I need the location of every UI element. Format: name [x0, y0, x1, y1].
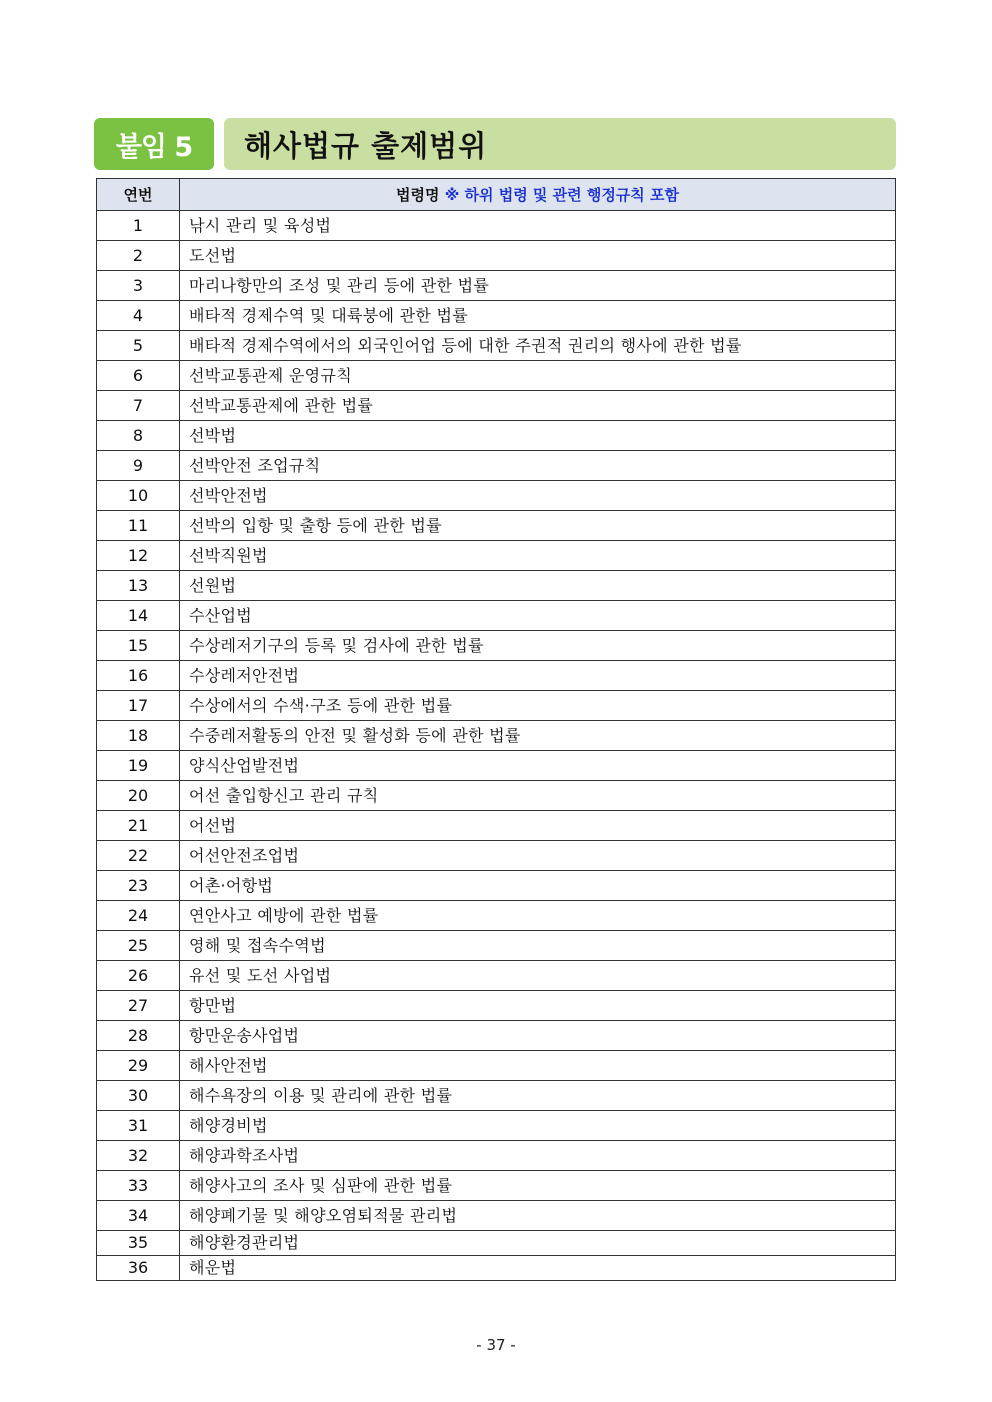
- row-number: 19: [97, 751, 180, 781]
- table-row: [97, 601, 896, 631]
- page-title: 해사법규 출제범위: [244, 128, 488, 163]
- law-table-body: [97, 211, 896, 1281]
- law-name: 선박직원법: [180, 541, 896, 571]
- row-number: 33: [97, 1171, 180, 1201]
- law-name: 해수욕장의 이용 및 관리에 관한 법률: [180, 1081, 896, 1111]
- table-row: [97, 901, 896, 931]
- table-row: [97, 571, 896, 601]
- table-row: [97, 721, 896, 751]
- row-number: 16: [97, 661, 180, 691]
- law-name: 배타적 경제수역에서의 외국인어업 등에 대한 주권적 권리의 행사에 관한 법률: [180, 331, 896, 361]
- table-row: [97, 991, 896, 1021]
- row-number: 26: [97, 961, 180, 991]
- column-header-name-label: 법령명: [395, 185, 440, 204]
- law-name: 수산업법: [180, 601, 896, 631]
- table-row: [97, 1111, 896, 1141]
- column-header-name: [180, 179, 896, 211]
- law-name: 배타적 경제수역 및 대륙붕에 관한 법률: [180, 301, 896, 331]
- row-number: 15: [97, 631, 180, 661]
- table-row: [97, 781, 896, 811]
- row-number: 24: [97, 901, 180, 931]
- row-number: 7: [97, 391, 180, 421]
- table-row: [97, 361, 896, 391]
- row-number: 3: [97, 271, 180, 301]
- attachment-badge: 붙임 5: [94, 118, 214, 170]
- row-number: 5: [97, 331, 180, 361]
- row-number: 34: [97, 1201, 180, 1231]
- law-name: 어촌·어항법: [180, 871, 896, 901]
- law-name: 수상레저기구의 등록 및 검사에 관한 법률: [180, 631, 896, 661]
- table-row: [97, 691, 896, 721]
- law-name: 해양폐기물 및 해양오염퇴적물 관리법: [180, 1201, 896, 1231]
- law-name: 유선 및 도선 사업법: [180, 961, 896, 991]
- table-row: [97, 931, 896, 961]
- row-number: 21: [97, 811, 180, 841]
- law-name: 선박안전 조업규칙: [180, 451, 896, 481]
- table-row: [97, 241, 896, 271]
- row-number: 13: [97, 571, 180, 601]
- table-row: [97, 661, 896, 691]
- law-name: 선박안전법: [180, 481, 896, 511]
- row-number: 23: [97, 871, 180, 901]
- law-name: 마리나항만의 조성 및 관리 등에 관한 법률: [180, 271, 896, 301]
- table-row: [97, 271, 896, 301]
- law-name: 해양과학조사법: [180, 1141, 896, 1171]
- row-number: 22: [97, 841, 180, 871]
- law-name: 선원법: [180, 571, 896, 601]
- table-row: [97, 391, 896, 421]
- column-header-note: ※ 하위 법령 및 관련 행정규칙 포함: [444, 185, 679, 204]
- row-number: 11: [97, 511, 180, 541]
- law-name: 수상에서의 수색·구조 등에 관한 법률: [180, 691, 896, 721]
- table-row: [97, 331, 896, 361]
- row-number: 1: [97, 211, 180, 241]
- table-row: [97, 871, 896, 901]
- row-number: 4: [97, 301, 180, 331]
- law-name: 선박교통관제에 관한 법률: [180, 391, 896, 421]
- page-number: - 37 -: [476, 1336, 516, 1354]
- row-number: 31: [97, 1111, 180, 1141]
- law-table: [96, 178, 896, 1281]
- table-row: [97, 751, 896, 781]
- law-name: 해운법: [180, 1256, 896, 1281]
- law-name: 어선 출입항신고 관리 규칙: [180, 781, 896, 811]
- row-number: 36: [97, 1256, 180, 1281]
- row-number: 28: [97, 1021, 180, 1051]
- title-bar: [94, 118, 896, 170]
- row-number: 35: [97, 1231, 180, 1256]
- table-row: [97, 1021, 896, 1051]
- law-name: 낚시 관리 및 육성법: [180, 211, 896, 241]
- row-number: 14: [97, 601, 180, 631]
- law-name: 연안사고 예방에 관한 법률: [180, 901, 896, 931]
- law-name: 선박의 입항 및 출항 등에 관한 법률: [180, 511, 896, 541]
- law-name: 어선법: [180, 811, 896, 841]
- law-name: 도선법: [180, 241, 896, 271]
- table-row: [97, 451, 896, 481]
- law-name: 수상레저안전법: [180, 661, 896, 691]
- table-row: [97, 1256, 896, 1281]
- table-row: [97, 1051, 896, 1081]
- row-number: 9: [97, 451, 180, 481]
- table-row: [97, 1081, 896, 1111]
- table-row: [97, 1231, 896, 1256]
- table-row: [97, 541, 896, 571]
- row-number: 12: [97, 541, 180, 571]
- law-name: 해사안전법: [180, 1051, 896, 1081]
- row-number: 27: [97, 991, 180, 1021]
- law-name: 항만법: [180, 991, 896, 1021]
- law-name: 항만운송사업법: [180, 1021, 896, 1051]
- law-name: 선박법: [180, 421, 896, 451]
- column-header-no: 연번: [97, 179, 180, 211]
- table-row: [97, 841, 896, 871]
- law-name: 양식산업발전법: [180, 751, 896, 781]
- table-row: [97, 1201, 896, 1231]
- row-number: 18: [97, 721, 180, 751]
- row-number: 8: [97, 421, 180, 451]
- table-row: [97, 1171, 896, 1201]
- table-row: [97, 301, 896, 331]
- law-name: 해양사고의 조사 및 심판에 관한 법률: [180, 1171, 896, 1201]
- row-number: 32: [97, 1141, 180, 1171]
- row-number: 10: [97, 481, 180, 511]
- row-number: 25: [97, 931, 180, 961]
- row-number: 20: [97, 781, 180, 811]
- law-name: 어선안전조업법: [180, 841, 896, 871]
- table-row: [97, 1141, 896, 1171]
- table-row: [97, 811, 896, 841]
- law-name: 선박교통관제 운영규칙: [180, 361, 896, 391]
- title-box: [224, 118, 896, 170]
- row-number: 2: [97, 241, 180, 271]
- table-row: [97, 481, 896, 511]
- table-row: [97, 511, 896, 541]
- law-name: 해양경비법: [180, 1111, 896, 1141]
- law-name: 수중레저활동의 안전 및 활성화 등에 관한 법률: [180, 721, 896, 751]
- row-number: 6: [97, 361, 180, 391]
- table-row: [97, 421, 896, 451]
- law-name: 영해 및 접속수역법: [180, 931, 896, 961]
- table-row: [97, 631, 896, 661]
- table-header-row: [97, 179, 896, 211]
- row-number: 29: [97, 1051, 180, 1081]
- row-number: 30: [97, 1081, 180, 1111]
- row-number: 17: [97, 691, 180, 721]
- law-name: 해양환경관리법: [180, 1231, 896, 1256]
- table-row: [97, 961, 896, 991]
- table-row: [97, 211, 896, 241]
